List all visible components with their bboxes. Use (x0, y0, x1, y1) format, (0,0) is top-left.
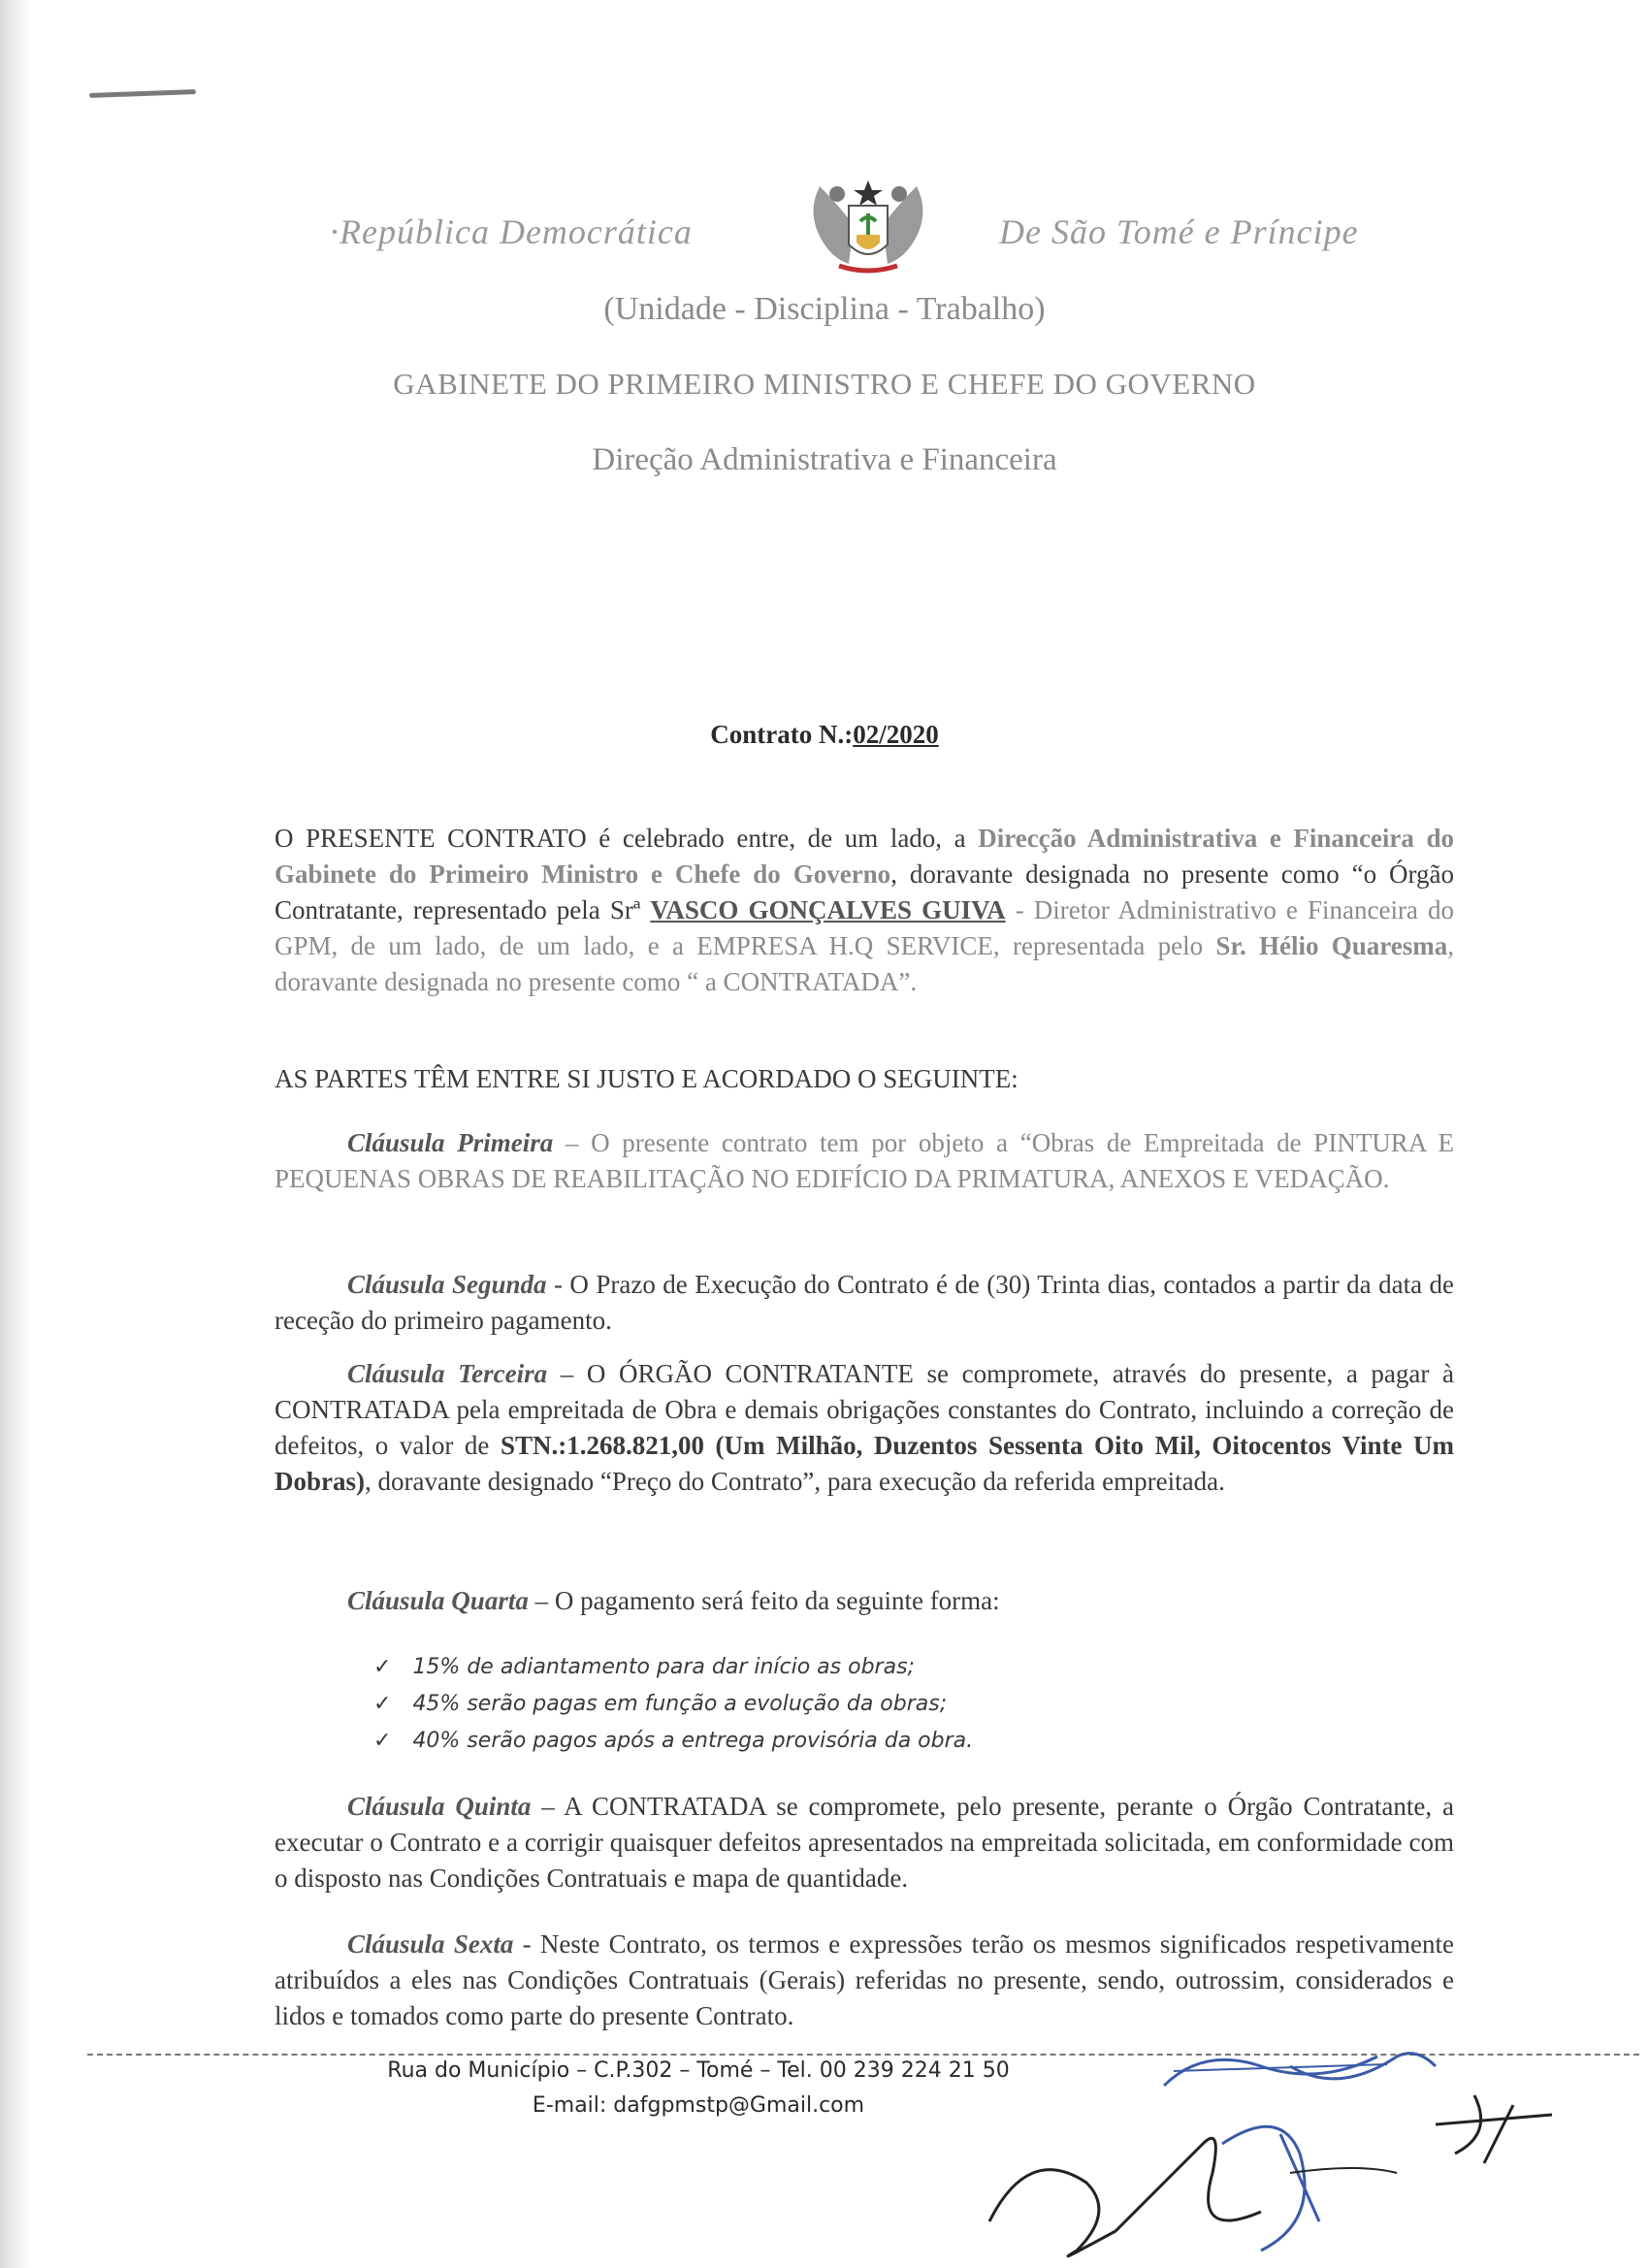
payment-list (373, 1649, 973, 1760)
payment-item-text: 45% serão pagas em função a evolução da obras; (412, 1692, 948, 1716)
contract-title-prefix: Contrato N.: (710, 720, 854, 749)
page-edge (0, 0, 31, 2268)
representative-name: VASCO GONÇALVES GUIVA (650, 895, 1006, 924)
motto: (Unidade - Disciplina - Trabalho) (603, 291, 1046, 327)
checkmark-icon: ✓ (373, 1655, 392, 1679)
clause-fifth-label: Cláusula Quinta (347, 1792, 532, 1821)
intro-text-2: , doravante designada no presente como “o Órgão Contratante, representado pela Srª (275, 859, 1455, 924)
agreement-statement: AS PARTES TÊM ENTRE SI JUSTO E ACORDADO O SEGUINTE: (275, 1064, 1018, 1093)
intro-bold-entity: Direcção Administrativa e Financeira do Gabinete do Primeiro Ministro e Chefe do Governo (275, 824, 1454, 889)
list-item (373, 1723, 973, 1760)
direction-heading: Direção Administrativa e Financeira (592, 442, 1057, 477)
footer-email: E-mail: dafgpmstp@Gmail.com (532, 2093, 865, 2118)
footer-address: Rua do Município – C.P.302 – Tomé – Tel. 00 239 224 21 50 (387, 2058, 1010, 2083)
handwritten-signatures (970, 2027, 1649, 2268)
clause-third (275, 1356, 1454, 1500)
clause-fourth-label: Cláusula Quarta (347, 1586, 529, 1615)
staple-mark (89, 89, 196, 98)
clause-third-label: Cláusula Terceira (347, 1359, 548, 1388)
republic-left-text: ·República Democrática (330, 212, 693, 251)
payment-item-text: 15% de adiantamento para dar início as obras; (412, 1655, 915, 1679)
intro-paragraph (275, 821, 1454, 1000)
cabinet-heading: GABINETE DO PRIMEIRO MINISTRO E CHEFE DO GOVERNO (393, 367, 1256, 401)
list-item (373, 1649, 973, 1686)
checkmark-icon: ✓ (373, 1692, 392, 1716)
clause-third-text-1: – O ÓRGÃO CONTRATANTE se compromete, através do presente, a pagar à CONTRATADA pela empreitada de Obra e demais obrigações constantes do Contrato, incluindo a correção de defeitos, o valor de (275, 1359, 1454, 1460)
clause-fifth (275, 1789, 1454, 1896)
intro-text-4: , doravante designada no presente como “ a CONTRATADA”. (275, 931, 1454, 996)
contract-number: 02/2020 (853, 720, 939, 749)
payment-item-text: 40% serão pagos após a entrega provisória da obra. (412, 1729, 974, 1753)
clause-first (275, 1125, 1454, 1197)
intro-text-1: O PRESENTE CONTRATO é celebrado entre, de um lado, a (275, 824, 979, 853)
clause-sixth-text: - Neste Contrato, os termos e expressões terão os mesmos significados respetivamente atribuídos a eles nas Condições Contratuais (Gerais) referidas no presente, sendo, outrossim, considerados e lidos e tomados como parte do presente Contrato. (275, 1929, 1455, 2030)
list-item (373, 1686, 973, 1723)
clause-fourth-text: – O pagamento será feito da seguinte forma: (528, 1586, 1000, 1615)
clause-fifth-text: – A CONTRATADA se compromete, pelo presente, perante o Órgão Contratante, a executar o Contrato e a corrigir quaisquer defeitos apresentados na empreitada solicitada, em conformidade com o disposto nas Condições Contratuais e mapa de quantidade. (275, 1792, 1454, 1893)
clause-second (275, 1267, 1454, 1339)
clause-second-text: - O Prazo de Execução do Contrato é de (30) Trinta dias, contados a partir da data de receção do primeiro pagamento. (275, 1270, 1454, 1335)
contractor-representative: Sr. Hélio Quaresma (1215, 931, 1448, 960)
clause-third-text-2: , doravante designado “Preço do Contrato”, para execução da referida empreitada. (365, 1467, 1225, 1496)
clause-second-label: Cláusula Segunda (347, 1270, 547, 1299)
intro-text-3: - Diretor Administrativo e Financeira do GPM, de um lado, de um lado, e a EMPRESA H.Q SERVICE, representada pelo (275, 895, 1454, 960)
checkmark-icon: ✓ (373, 1729, 392, 1753)
contract-value: STN.:1.268.821,00 (Um Milhão, Duzentos Sessenta Oito Mil, Oitocentos Vinte Um Dobras) (275, 1431, 1454, 1496)
contract-title (0, 720, 1649, 750)
clause-fourth (275, 1583, 1454, 1619)
coat-of-arms-icon (800, 167, 936, 285)
clause-first-label: Cláusula Primeira (347, 1128, 554, 1157)
clause-sixth-label: Cláusula Sexta (347, 1929, 514, 1959)
republic-right-text: De São Tomé e Príncipe (999, 212, 1359, 251)
clause-first-text: – O presente contrato tem por objeto a “Obras de Empreitada de PINTURA E PEQUENAS OBRAS DE REABILITAÇÃO NO EDIFÍCIO DA PRIMATURA, ANEXOS E VEDAÇÃO. (275, 1128, 1454, 1193)
clause-sixth (275, 1927, 1454, 2034)
